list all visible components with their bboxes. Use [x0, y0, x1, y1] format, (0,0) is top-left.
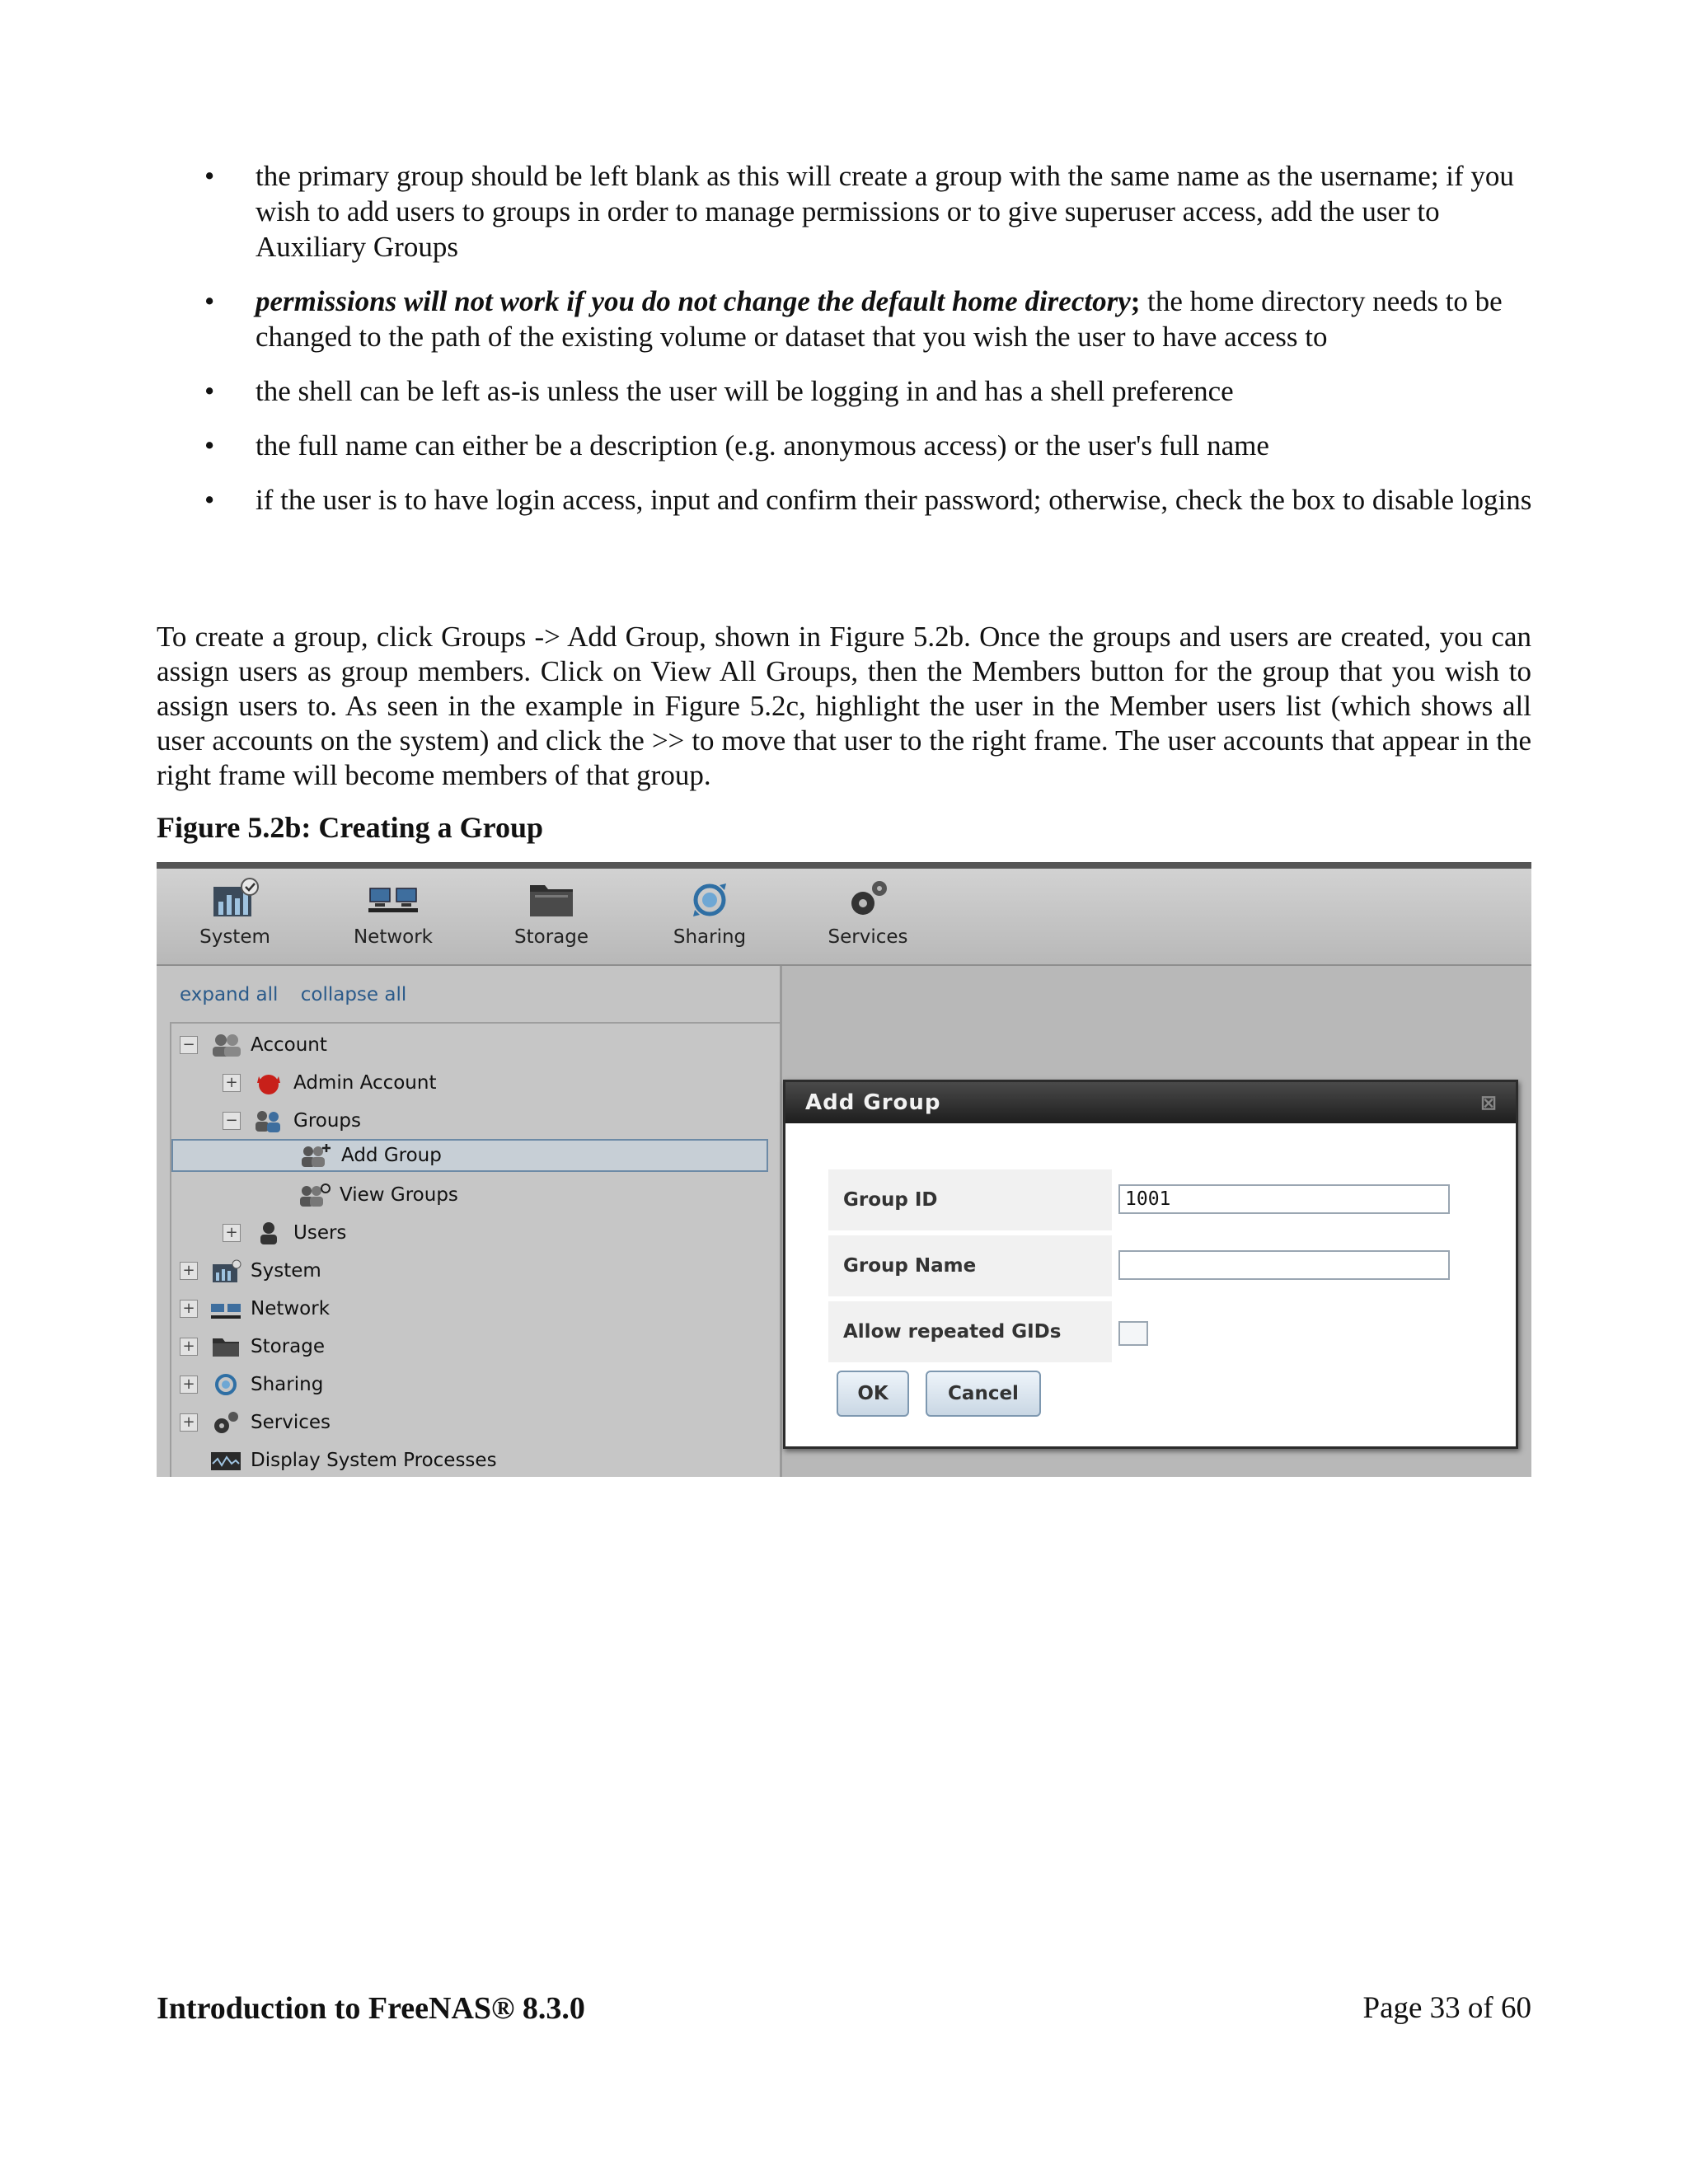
processes-monitor-icon — [209, 1447, 242, 1474]
group-id-input[interactable]: 1001 — [1118, 1184, 1450, 1214]
bullet-emphasis-suffix: ; — [1130, 285, 1141, 317]
tree-item-display-system-processes[interactable] — [209, 1444, 497, 1477]
bullet-dot: • — [204, 375, 215, 407]
storage-folder-icon — [525, 877, 578, 920]
tree-item-groups[interactable] — [223, 1104, 361, 1137]
tree-item-sharing[interactable] — [180, 1368, 323, 1401]
allow-repeated-gids-label: Allow repeated GIDs — [828, 1301, 1112, 1362]
expand-toggle[interactable]: + — [180, 1262, 198, 1280]
toolbar-label: Sharing — [673, 926, 747, 948]
services-gears-icon — [209, 1409, 242, 1436]
groups-icon — [252, 1108, 285, 1134]
window-top-edge — [157, 862, 1531, 869]
storage-folder-icon — [209, 1333, 242, 1360]
system-chart-icon — [209, 1258, 242, 1284]
expand-toggle[interactable]: + — [180, 1376, 198, 1394]
expand-toggle[interactable]: + — [223, 1074, 241, 1092]
group-name-label: Group Name — [828, 1235, 1112, 1296]
network-icon — [367, 877, 420, 920]
user-icon — [252, 1220, 285, 1246]
tree-item-view-groups[interactable] — [298, 1179, 458, 1212]
system-chart-icon — [209, 877, 261, 920]
tree-label: Users — [293, 1222, 347, 1244]
tree-item-system[interactable] — [180, 1254, 321, 1287]
bullet-dot: • — [204, 285, 215, 317]
tree-label: Add Group — [341, 1145, 442, 1166]
tree-label: Groups — [293, 1110, 362, 1132]
toolbar-label: Storage — [514, 926, 588, 948]
tree-label: Display System Processes — [251, 1450, 497, 1471]
bullet-text: the full name can either be a description (e.g. anonymous access) or the user's full name — [256, 429, 1269, 462]
toolbar-services-button[interactable] — [806, 877, 930, 959]
toolbar-label: Network — [353, 926, 434, 948]
allow-repeated-gids-row — [828, 1301, 1479, 1362]
tree-item-services[interactable] — [180, 1406, 331, 1439]
tree-item-storage[interactable] — [180, 1330, 325, 1363]
group-id-label: Group ID — [828, 1169, 1112, 1230]
dialog-title-bar — [785, 1082, 1516, 1123]
figure-caption: Figure 5.2b: Creating a Group — [157, 811, 544, 844]
expand-toggle[interactable]: + — [180, 1413, 198, 1432]
allow-repeated-gids-checkbox[interactable] — [1118, 1321, 1148, 1346]
sharing-icon — [683, 877, 736, 920]
tree-label: Sharing — [251, 1374, 324, 1395]
bullet-text: the home directory needs to be changed to the path of the existing volume or dataset that you wish the user to have access to — [256, 285, 1503, 353]
bullet-text: the shell can be left as-is unless the user will be logging in and has a shell preference — [256, 375, 1234, 407]
add-group-dialog — [783, 1080, 1518, 1449]
toolbar-label: Services — [828, 926, 908, 948]
group-name-input[interactable] — [1118, 1250, 1450, 1280]
tree-label: System — [251, 1260, 321, 1282]
figure-screenshot — [157, 862, 1531, 1477]
toolbar-system-button[interactable] — [173, 877, 297, 959]
sharing-icon — [209, 1371, 242, 1398]
expand-all-link[interactable]: expand all — [180, 984, 279, 1005]
footer-document-title: Introduction to FreeNAS® 8.3.0 — [157, 1991, 585, 2026]
collapse-toggle[interactable]: − — [223, 1112, 241, 1130]
list-item — [157, 373, 1533, 409]
list-item — [157, 158, 1533, 265]
dialog-title: Add Group — [805, 1090, 941, 1115]
bullet-emphasis: permissions will not work if you do not change the default home directory — [256, 285, 1131, 317]
expand-toggle[interactable]: + — [180, 1338, 198, 1356]
body-paragraph: To create a group, click Groups -> Add Group, shown in Figure 5.2b. Once the groups and users are created, you can assign users as group members. Click on View All Groups, then the Members button for the group that you wish to assign users to. As seen in the example in Figure 5.2c, highlight the user in the Member users list (which shows all user accounts on the system) and click the >> to move that user to the right frame. The user accounts that appear in the right frame will become members of that group. — [157, 621, 1531, 791]
tree-label: View Groups — [340, 1184, 458, 1206]
bullet-text: if the user is to have login access, input and confirm their password; otherwise, check the box to disable logins — [256, 484, 1532, 516]
tree-item-admin-account[interactable] — [223, 1066, 436, 1099]
bullet-dot: • — [204, 429, 215, 462]
collapse-toggle[interactable]: − — [180, 1036, 198, 1054]
list-item — [157, 284, 1533, 354]
collapse-all-link[interactable]: collapse all — [300, 984, 407, 1005]
expand-toggle[interactable]: + — [223, 1224, 241, 1242]
group-name-row — [828, 1235, 1479, 1296]
group-id-row — [828, 1169, 1479, 1230]
bullet-list — [157, 158, 1533, 537]
admin-daemon-icon — [252, 1070, 285, 1096]
toolbar-storage-button[interactable] — [490, 877, 613, 959]
toolbar-network-button[interactable] — [331, 877, 455, 959]
bullet-text: the primary group should be left blank as this will create a group with the same name as the username; if you wish to add users to groups in order to manage permissions or to give superuser access, add the user to Auxiliary Groups — [256, 160, 1514, 263]
tree-label: Admin Account — [293, 1072, 437, 1094]
ok-button[interactable]: OK — [837, 1371, 909, 1417]
toolbar-sharing-button[interactable] — [648, 877, 771, 959]
tree-label: Storage — [251, 1336, 325, 1357]
list-item — [157, 428, 1533, 463]
bullet-dot: • — [204, 160, 215, 192]
list-item — [157, 482, 1533, 518]
tree-controls — [180, 984, 423, 1005]
tree-item-network[interactable] — [180, 1292, 330, 1325]
network-icon — [209, 1296, 242, 1322]
toolbar-label: System — [199, 926, 270, 948]
tree-label: Services — [251, 1412, 331, 1433]
tree-item-add-group[interactable] — [171, 1139, 768, 1172]
navigation-pane — [157, 966, 782, 1477]
tree-label: Account — [251, 1034, 327, 1056]
expand-toggle[interactable]: + — [180, 1300, 198, 1318]
view-groups-icon — [298, 1182, 331, 1208]
tree-label: Network — [251, 1298, 331, 1319]
bullet-dot: • — [204, 484, 215, 516]
cancel-button[interactable]: Cancel — [926, 1371, 1041, 1417]
users-icon — [209, 1032, 242, 1058]
tree-item-users[interactable] — [223, 1216, 346, 1249]
main-toolbar — [157, 869, 1531, 966]
close-icon[interactable]: ⊠ — [1479, 1091, 1498, 1114]
add-group-icon — [300, 1142, 333, 1169]
services-gears-icon — [842, 877, 894, 920]
footer-page-number: Page 33 of 60 — [1362, 1991, 1531, 2025]
navigation-tree — [170, 1022, 780, 1477]
tree-item-account[interactable] — [180, 1029, 327, 1062]
